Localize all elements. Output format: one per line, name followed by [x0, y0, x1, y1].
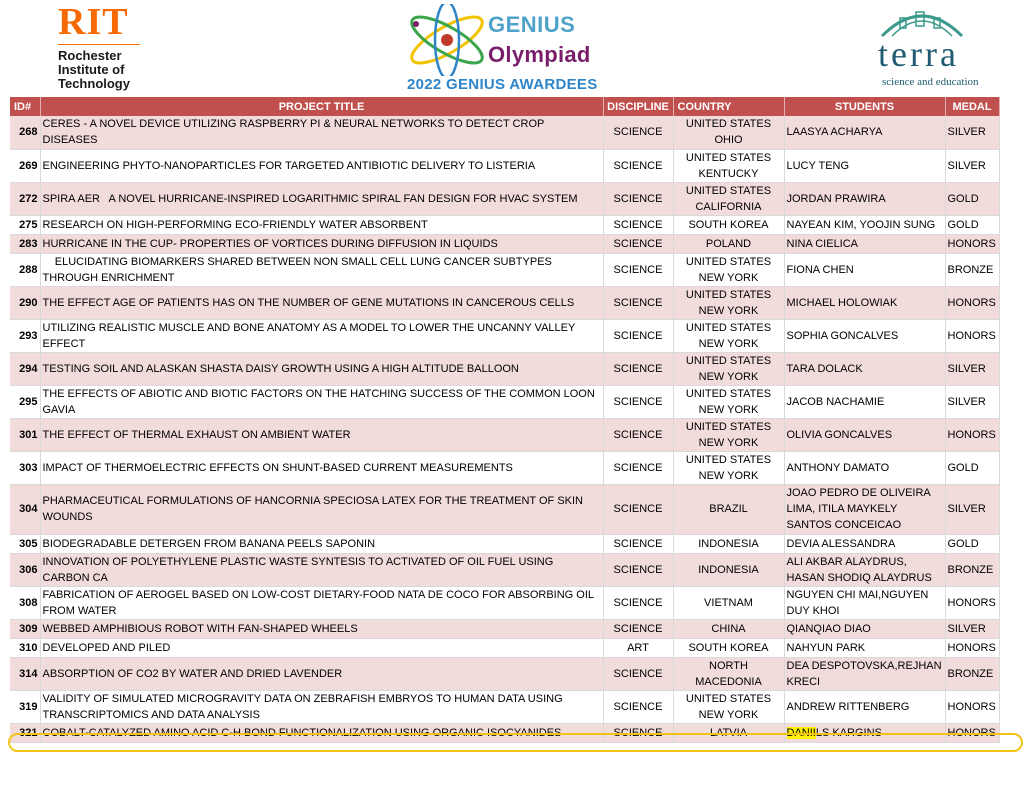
project-title-cell: INNOVATION OF POLYETHYLENE PLASTIC WASTE SYNTESIS TO ACTIVATED OF OIL FUEL USING CARBON CA [40, 553, 603, 586]
row-id: 295 [10, 385, 40, 418]
row-id: 309 [10, 619, 40, 638]
column-header-id: ID# [10, 97, 40, 116]
project-title-cell: CERES - A NOVEL DEVICE UTILIZING RASPBERRY PI & NEURAL NETWORKS TO DETECT CROP DISEASES [40, 116, 603, 149]
row-id: 306 [10, 553, 40, 586]
table-header-row [10, 97, 999, 116]
medal-cell: SILVER [945, 116, 999, 149]
row-id: 268 [10, 116, 40, 149]
project-title-cell: PHARMACEUTICAL FORMULATIONS OF HANCORNIA SPECIOSA LATEX FOR THE TREATMENT OF SKIN WOUNDS [40, 484, 603, 534]
country-cell: INDONESIA [673, 534, 784, 553]
country-cell: UNITED STATES NEW YORK [673, 418, 784, 451]
project-title-cell: HURRICANE IN THE CUP- PROPERTIES OF VORTICES DURING DIFFUSION IN LIQUIDS [40, 234, 603, 253]
medal-cell: HONORS [945, 638, 999, 657]
discipline-cell: SCIENCE [603, 484, 673, 534]
students-cell: ANTHONY DAMATO [784, 451, 945, 484]
discipline-cell: SCIENCE [603, 182, 673, 215]
terra-arch-icon [872, 2, 972, 38]
table-row [10, 586, 999, 619]
students-cell: JOAO PEDRO DE OLIVEIRA LIMA, ITILA MAYKELY SANTOS CONCEICAO [784, 484, 945, 534]
row-id: 293 [10, 319, 40, 352]
row-id: 272 [10, 182, 40, 215]
terra-logo [872, 2, 979, 94]
medal-cell: GOLD [945, 534, 999, 553]
medal-cell: BRONZE [945, 553, 999, 586]
project-title-cell: THE EFFECT OF THERMAL EXHAUST ON AMBIENT WATER [40, 418, 603, 451]
medal-cell: SILVER [945, 385, 999, 418]
country-cell: NORTH MACEDONIA [673, 657, 784, 690]
row-id: 275 [10, 215, 40, 234]
project-title-cell: RESEARCH ON HIGH-PERFORMING ECO-FRIENDLY WATER ABSORBENT [40, 215, 603, 234]
project-title-cell: ELUCIDATING BIOMARKERS SHARED BETWEEN NON SMALL CELL LUNG CANCER SUBTYPES THROUGH ENRICHMENT [40, 253, 603, 286]
country-cell: BRAZIL [673, 484, 784, 534]
project-title-cell: FABRICATION OF AEROGEL BASED ON LOW-COST DIETARY-FOOD NATA DE COCO FOR ABSORBING OIL FROM WATER [40, 586, 603, 619]
country-cell: UNITED STATES KENTUCKY [673, 149, 784, 182]
row-id: 288 [10, 253, 40, 286]
awardees-table [10, 97, 1000, 743]
project-title-cell: COBALT-CATALYZED AMINO ACID C-H BOND FUNCTIONALIZATION USING ORGANIC ISOCYANIDES [40, 723, 603, 742]
discipline-cell: SCIENCE [603, 723, 673, 742]
project-title-cell: VALIDITY OF SIMULATED MICROGRAVITY DATA ON ZEBRAFISH EMBRYOS TO HUMAN DATA USING TRANSCRIPTOMICS AND DATA ANALYSIS [40, 690, 603, 723]
discipline-cell: SCIENCE [603, 253, 673, 286]
students-cell: QIANQIAO DIAO [784, 619, 945, 638]
discipline-cell: SCIENCE [603, 116, 673, 149]
table-row [10, 385, 999, 418]
row-id: 283 [10, 234, 40, 253]
medal-cell: HONORS [945, 234, 999, 253]
row-id: 301 [10, 418, 40, 451]
row-id: 290 [10, 286, 40, 319]
column-header-country: COUNTRY [673, 97, 784, 116]
medal-cell: GOLD [945, 215, 999, 234]
country-cell: UNITED STATES OHIO [673, 116, 784, 149]
country-cell: UNITED STATES NEW YORK [673, 352, 784, 385]
country-cell: UNITED STATES NEW YORK [673, 385, 784, 418]
project-title-cell: DEVELOPED AND PILED [40, 638, 603, 657]
discipline-cell: SCIENCE [603, 286, 673, 319]
table-row [10, 253, 999, 286]
row-id: 319 [10, 690, 40, 723]
medal-cell: BRONZE [945, 657, 999, 690]
discipline-cell: SCIENCE [603, 215, 673, 234]
discipline-cell: SCIENCE [603, 234, 673, 253]
students-cell: NAHYUN PARK [784, 638, 945, 657]
students-cell: NAYEAN KIM, YOOJIN SUNG [784, 215, 945, 234]
discipline-cell: SCIENCE [603, 586, 673, 619]
students-cell: FIONA CHEN [784, 253, 945, 286]
students-cell: JORDAN PRAWIRA [784, 182, 945, 215]
column-header-students: STUDENTS [784, 97, 945, 116]
students-cell: LUCY TENG [784, 149, 945, 182]
discipline-cell: SCIENCE [603, 149, 673, 182]
discipline-cell: SCIENCE [603, 319, 673, 352]
country-cell: UNITED STATES NEW YORK [673, 451, 784, 484]
project-title-cell: THE EFFECTS OF ABIOTIC AND BIOTIC FACTORS ON THE HATCHING SUCCESS OF THE COMMON LOON GAVIA [40, 385, 603, 418]
terra-tagline: science and education [882, 76, 979, 88]
medal-cell: SILVER [945, 352, 999, 385]
medal-cell: SILVER [945, 619, 999, 638]
country-cell: UNITED STATES CALIFORNIA [673, 182, 784, 215]
country-cell: LATVIA [673, 723, 784, 742]
medal-cell: HONORS [945, 319, 999, 352]
column-header-discipline: DISCIPLINE [603, 97, 673, 116]
students-cell: MICHAEL HOLOWIAK [784, 286, 945, 319]
medal-cell: GOLD [945, 451, 999, 484]
discipline-cell: ART [603, 638, 673, 657]
project-title-cell: IMPACT OF THERMOELECTRIC EFFECTS ON SHUNT-BASED CURRENT MEASUREMENTS [40, 451, 603, 484]
project-title-cell: SPIRA AER A NOVEL HURRICANE-INSPIRED LOGARITHMIC SPIRAL FAN DESIGN FOR HVAC SYSTEM [40, 182, 603, 215]
medal-cell: HONORS [945, 418, 999, 451]
discipline-cell: SCIENCE [603, 451, 673, 484]
country-cell: UNITED STATES NEW YORK [673, 286, 784, 319]
students-cell: NINA CIELICA [784, 234, 945, 253]
table-row [10, 352, 999, 385]
discipline-cell: SCIENCE [603, 619, 673, 638]
students-cell: JACOB NACHAMIE [784, 385, 945, 418]
medal-cell: BRONZE [945, 253, 999, 286]
discipline-cell: SCIENCE [603, 690, 673, 723]
table-row [10, 484, 999, 534]
table-row [10, 116, 999, 149]
table-row [10, 182, 999, 215]
table-row [10, 657, 999, 690]
table-row [10, 319, 999, 352]
genius-olympiad-logo [402, 4, 622, 94]
project-title-cell: ABSORPTION OF CO2 BY WATER AND DRIED LAVENDER [40, 657, 603, 690]
table-row [10, 234, 999, 253]
medal-cell: HONORS [945, 723, 999, 742]
genius-wordmark: GENIUS [488, 12, 576, 37]
page-header [0, 0, 1031, 97]
discipline-cell: SCIENCE [603, 553, 673, 586]
country-cell: UNITED STATES NEW YORK [673, 253, 784, 286]
student-name-rest: LS KARGINS [815, 726, 882, 739]
table-row [10, 418, 999, 451]
project-title-cell: TESTING SOIL AND ALASKAN SHASTA DAISY GROWTH USING A HIGH ALTITUDE BALLOON [40, 352, 603, 385]
highlighted-text: DANII [786, 726, 816, 739]
row-id: 304 [10, 484, 40, 534]
students-cell: NGUYEN CHI MAI,NGUYEN DUY KHOI [784, 586, 945, 619]
medal-cell: GOLD [945, 182, 999, 215]
medal-cell: HONORS [945, 586, 999, 619]
terra-wordmark: terra [878, 34, 959, 74]
students-cell: DEA DESPOTOVSKA,REJHAN KRECI [784, 657, 945, 690]
students-cell: ALI AKBAR ALAYDRUS, HASAN SHODIQ ALAYDRUS [784, 553, 945, 586]
row-id: 294 [10, 352, 40, 385]
medal-cell: SILVER [945, 149, 999, 182]
rit-logo [58, 2, 148, 91]
table-row [10, 215, 999, 234]
table-row [10, 534, 999, 553]
medal-cell: HONORS [945, 690, 999, 723]
project-title-cell: BIODEGRADABLE DETERGEN FROM BANANA PEELS SAPONIN [40, 534, 603, 553]
table-row [10, 619, 999, 638]
discipline-cell: SCIENCE [603, 534, 673, 553]
atom-icon [402, 4, 492, 76]
discipline-cell: SCIENCE [603, 352, 673, 385]
country-cell: CHINA [673, 619, 784, 638]
project-title-cell: UTILIZING REALISTIC MUSCLE AND BONE ANATOMY AS A MODEL TO LOWER THE UNCANNY VALLEY EFFECT [40, 319, 603, 352]
rit-wordmark: RIT [58, 1, 129, 43]
table-row [10, 149, 999, 182]
medal-cell: SILVER [945, 484, 999, 534]
discipline-cell: SCIENCE [603, 418, 673, 451]
table-row [10, 553, 999, 586]
students-cell: SOPHIA GONCALVES [784, 319, 945, 352]
row-id: 269 [10, 149, 40, 182]
country-cell: POLAND [673, 234, 784, 253]
row-id: 321 [10, 723, 40, 742]
students-cell: LAASYA ACHARYA [784, 116, 945, 149]
country-cell: VIETNAM [673, 586, 784, 619]
project-title-cell: WEBBED AMPHIBIOUS ROBOT WITH FAN-SHAPED WHEELS [40, 619, 603, 638]
row-id: 314 [10, 657, 40, 690]
table-row [10, 638, 999, 657]
olympiad-wordmark: Olympiad [488, 42, 591, 67]
project-title-cell: THE EFFECT AGE OF PATIENTS HAS ON THE NUMBER OF GENE MUTATIONS IN CANCEROUS CELLS [40, 286, 603, 319]
column-header-project-title: PROJECT TITLE [40, 97, 603, 116]
country-cell: UNITED STATES NEW YORK [673, 690, 784, 723]
students-cell: TARA DOLACK [784, 352, 945, 385]
country-cell: UNITED STATES NEW YORK [673, 319, 784, 352]
discipline-cell: SCIENCE [603, 385, 673, 418]
students-cell: ANDREW RITTENBERG [784, 690, 945, 723]
column-header-medal: MEDAL [945, 97, 999, 116]
rit-institution-name: Rochester Institute of Technology [58, 48, 130, 91]
project-title-cell: ENGINEERING PHYTO-NANOPARTICLES FOR TARGETED ANTIBIOTIC DELIVERY TO LISTERIA [40, 149, 603, 182]
students-cell: OLIVIA GONCALVES [784, 418, 945, 451]
country-cell: SOUTH KOREA [673, 215, 784, 234]
row-id: 308 [10, 586, 40, 619]
country-cell: INDONESIA [673, 553, 784, 586]
row-id: 305 [10, 534, 40, 553]
rit-divider [58, 44, 140, 45]
page-title: 2022 GENIUS AWARDEES [407, 76, 598, 93]
medal-cell: HONORS [945, 286, 999, 319]
table-row [10, 690, 999, 723]
students-cell: DEVIA ALESSANDRA [784, 534, 945, 553]
row-id: 303 [10, 451, 40, 484]
table-row [10, 451, 999, 484]
highlight-annotation [8, 733, 1023, 752]
country-cell: SOUTH KOREA [673, 638, 784, 657]
row-id: 310 [10, 638, 40, 657]
table-row [10, 286, 999, 319]
discipline-cell: SCIENCE [603, 657, 673, 690]
